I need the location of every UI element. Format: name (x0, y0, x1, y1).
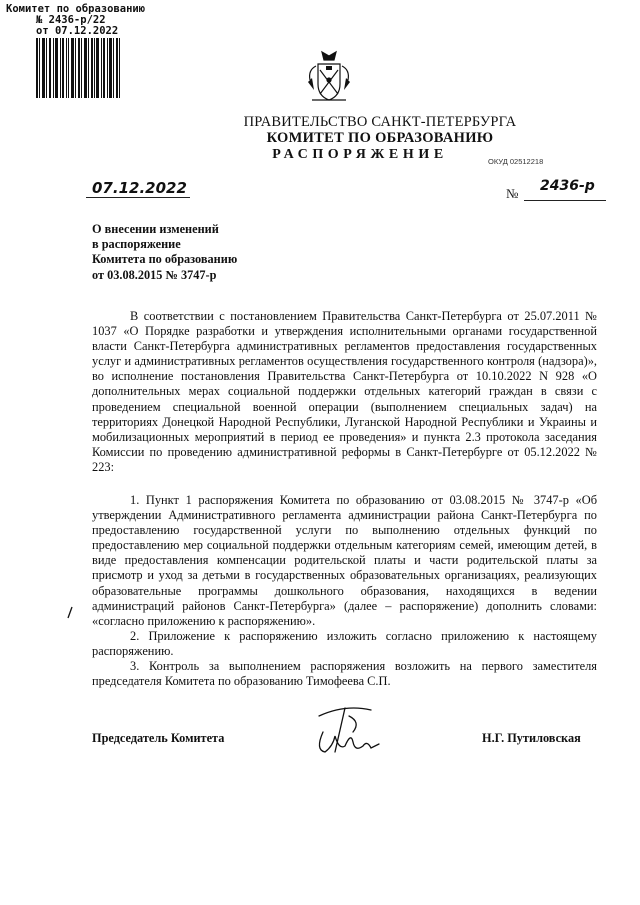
date-underline (86, 197, 190, 198)
document-type-title: РАСПОРЯЖЕНИЕ (272, 147, 448, 162)
handwritten-number: 2436-р (540, 178, 595, 194)
okud-code: ОКУД 02512218 (488, 157, 544, 166)
handwritten-date: 07.12.2022 (92, 179, 187, 197)
stamp-date: от 07.12.2022 (36, 25, 119, 37)
stamp-org: Комитет по образованию (6, 3, 146, 15)
signatory-position: Председатель Комитета (92, 731, 225, 745)
stamp-number: № 2436-р/22 (36, 14, 106, 26)
government-title: ПРАВИТЕЛЬСТВО САНКТ-ПЕТЕРБУРГА (243, 114, 517, 130)
subject-line-3: Комитета по образованию (92, 252, 238, 267)
committee-title: КОМИТЕТ ПО ОБРАЗОВАНИЮ (266, 130, 494, 146)
number-underline (524, 200, 606, 201)
registration-stamp (6, 4, 145, 37)
signatory-name: Н.Г. Путиловская (482, 731, 581, 745)
document-subject (92, 222, 237, 283)
item-2-paragraph: 2. Приложение к распоряжению изложить согласно приложению к настоящему распоряжению. (92, 628, 597, 658)
margin-pen-mark (66, 606, 74, 620)
number-label: № (506, 186, 519, 201)
barcode (36, 38, 120, 98)
preamble-paragraph: В соответствии с постановлением Правительства Санкт-Петербурга от 25.07.2011 № 1037 «О Порядке разработки и утверждения исполнительными органами государственной власти Санкт-Петербурга административных регламентов предоставления государственных услуг и административных регламентов осуществления государственного контроля (надзора)», во исполнение постановления Правительства Санкт-Петербурга от 10.10.2022 N 928 «О дополнительных мерах социальной поддержки отдельных категорий граждан в связи с проведением специальной военной операции (выполнением специальных задач) на территориях Донецкой Народной Республики, Луганской Народной Республики и Украины и мобилизационных мероприятий в период ее проведения» и пункта 2.3 протокола заседания Комиссии по проведению административной реформы в Санкт-Петербурге от 05.12.2022 № 223: (92, 309, 597, 474)
subject-line-2: в распоряжение (92, 237, 181, 252)
preamble-block (92, 309, 597, 475)
handwritten-signature (305, 702, 385, 760)
coat-of-arms-emblem (306, 50, 352, 104)
subject-line-1: О внесении изменений (92, 222, 219, 236)
subject-line-4: от 03.08.2015 № 3747-р (92, 267, 217, 282)
items-block (92, 493, 597, 689)
item-3-paragraph: 3. Контроль за выполнением распоряжения возложить на первого заместителя председателя Комитета по образованию Тимофеева С.П. (92, 659, 597, 689)
item-1-paragraph: 1. Пункт 1 распоряжения Комитета по образованию от 03.08.2015 № 3747-р «Об утверждении Административного регламента администрации района Санкт-Петербурга по предоставлению государственной услуги по выполнению отдельных функций по предоставлению мер социальной поддержки отдельным категориям семей, имеющим детей, в виде предоставления компенсации родительской платы и части родительской платы за присмотр и уход за детьми в государственных образовательных организациях, реализующих образовательные программы дошкольного образования, находящихся в ведении администраций районов Санкт-Петербурга» (далее – распоряжение) дополнить словами: «согласно приложению к распоряжению». (92, 493, 597, 628)
